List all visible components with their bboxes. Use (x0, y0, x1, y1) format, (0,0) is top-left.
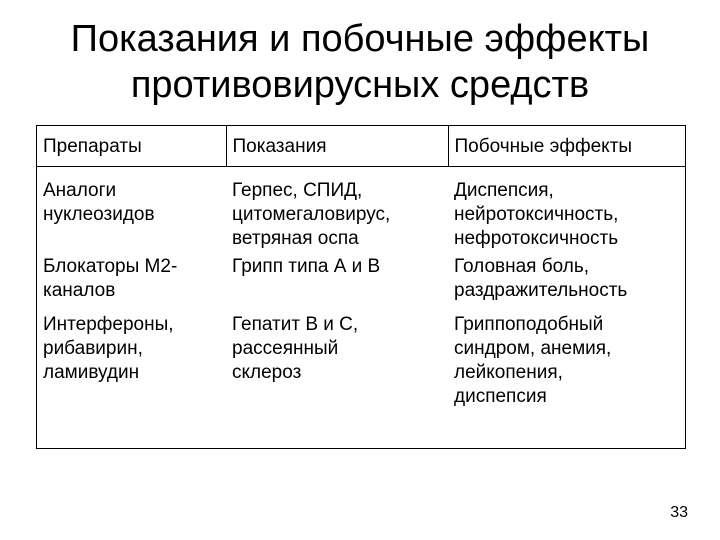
header-indications: Показания (226, 126, 448, 166)
cell-drug: Аналоги нуклеозидов (43, 179, 155, 225)
header-drugs: Препараты (37, 126, 226, 166)
cell-indications: Герпес, СПИД, цитомегаловирус, ветряная оспа (232, 179, 391, 249)
cell-drug: Блокаторы М2- каналов (43, 255, 178, 301)
table-header-row (37, 126, 685, 166)
table-row (37, 166, 685, 251)
slide-title (0, 16, 720, 108)
header-side-effects: Побочные эффекты (448, 126, 685, 166)
cell-drug: Интерфероны, рибавирин, ламивудин (43, 313, 174, 383)
table-row (37, 303, 685, 409)
cell-side-effects: Диспепсия, нейротоксичность, нефротоксичность (454, 179, 619, 249)
page-number: 33 (670, 504, 688, 521)
antiviral-drugs-table (36, 125, 686, 449)
cell-indications: Гепатит В и С, рассеянный склероз (232, 313, 359, 383)
table-row (37, 251, 685, 303)
cell-indications: Грипп типа А и В (232, 255, 381, 277)
table (37, 126, 685, 409)
slide-title-line-1: Показания и побочные эффекты (70, 18, 650, 60)
cell-side-effects: Гриппоподобный синдром, анемия, лейкопения, диспепсия (454, 313, 612, 407)
slide-title-line-2: противовирусных средств (130, 64, 590, 106)
cell-side-effects: Головная боль, раздражительность (454, 255, 628, 301)
